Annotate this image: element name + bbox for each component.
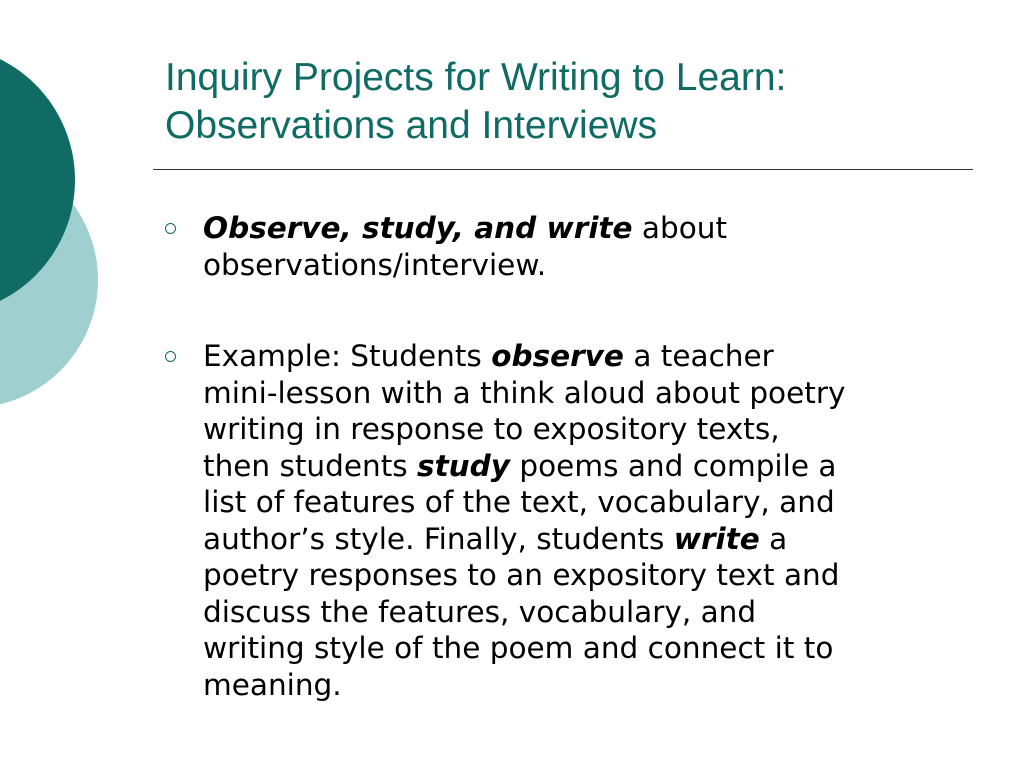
slide-title [165,54,985,150]
bullet-2-line-10: meaning. [203,667,342,702]
bullet-text: author’s style. Finally, students [203,521,674,556]
decorative-circles [0,0,110,420]
bullet-1-line-1 [203,210,970,247]
bullet-2-line-2: mini-lesson with a think aloud about poetry [203,375,846,410]
circle-bullet-icon [165,351,176,362]
title-line-2: Observations and Interviews [165,104,658,147]
bullet-2-line-3: writing in response to expository texts, [203,412,780,446]
bullet-2-line-9: writing style of the poem and connect it to [203,631,834,665]
bullet-2-line-4 [203,448,970,485]
title-line-1: Inquiry Projects for Writing to Learn: [165,56,787,99]
bullet-1-line-2: observations/interview. [203,247,547,282]
bullet-text: Example: Students [203,339,492,373]
bullet-2-line-7: poetry responses to an expository text and [203,558,840,592]
bullet-text: poems and compile a [510,448,837,483]
emphasis-text: Observe, study, and write [203,211,633,245]
bullet-text: then students [203,448,418,483]
bullet-2-line-5: list of features of the text, vocabulary, and [203,485,835,519]
bullet-item-1 [160,210,970,283]
emphasis-write: write [673,521,760,556]
bullet-text: a [759,521,788,556]
bullet-2-line-8: discuss the features, vocabulary, and [203,594,757,629]
bullet-list [160,210,970,758]
bullet-2-line-1 [203,338,970,375]
title-divider [153,169,973,170]
emphasis-observe: observe [491,339,624,373]
bullet-text: about [632,211,728,245]
circle-bullet-icon [165,223,176,234]
bullet-text: a teacher [623,339,774,373]
bullet-2-line-6 [203,521,970,558]
emphasis-study: study [417,448,511,483]
bullet-item-2 [160,338,970,703]
